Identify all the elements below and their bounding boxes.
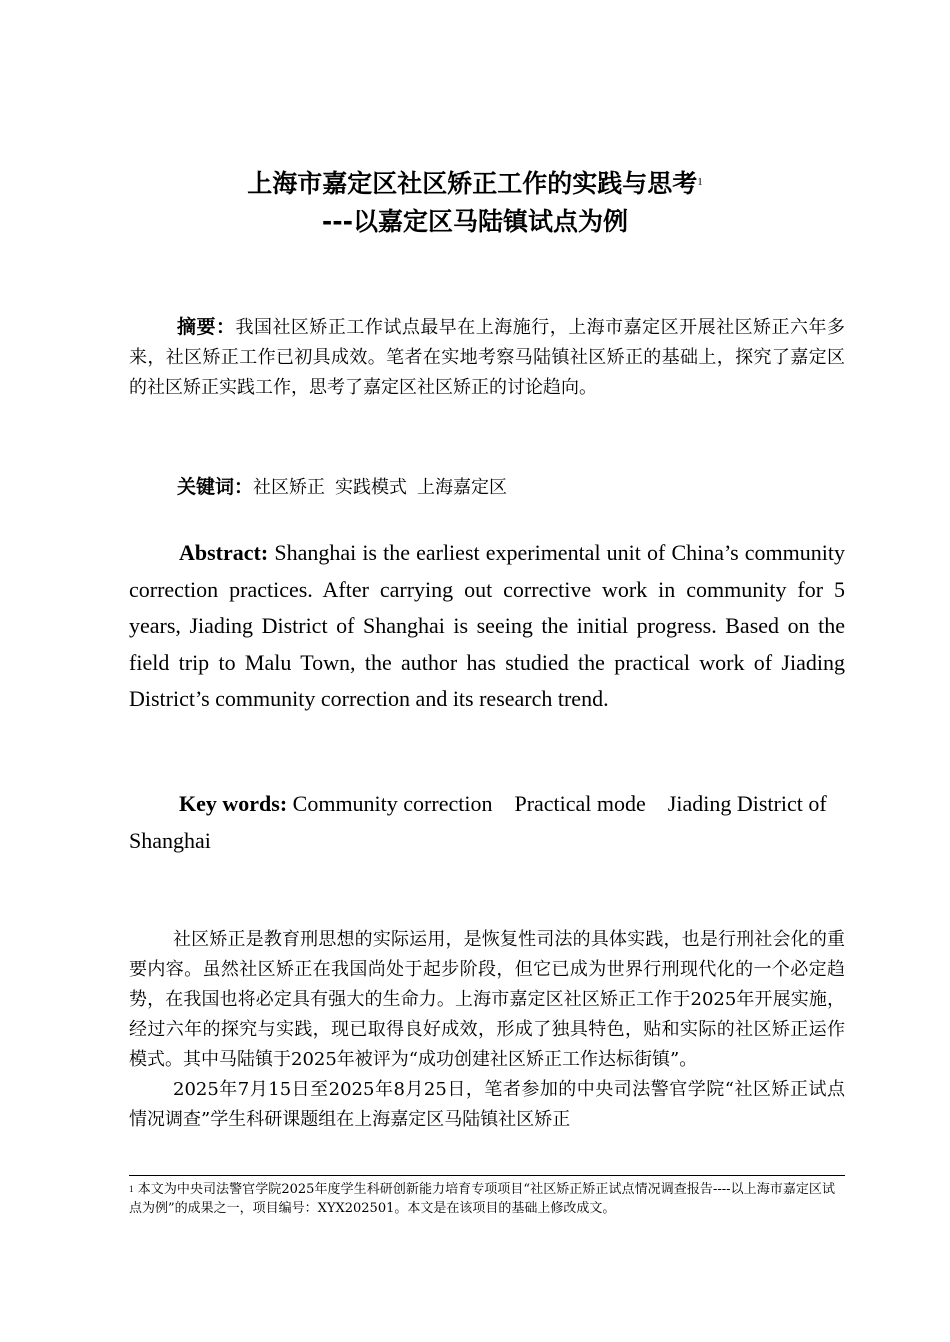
abstract-en-label: Abstract: [179, 540, 269, 565]
body-text [129, 925, 845, 1135]
keywords-cn [129, 472, 845, 503]
footnote-separator [129, 1175, 845, 1176]
abstract-cn-text: 我国社区矫正工作试点最早在上海施行，上海市嘉定区开展社区矫正六年多来，社区矫正工作已初具成效。笔者在实地考察马陆镇社区矫正的基础上，探究了嘉定区的社区矫正实践工作，思考了嘉定区社区矫正的讨论趋向。 [129, 317, 845, 398]
keywords-cn-label: 关键词： [177, 476, 254, 498]
title-line-2: ---以嘉定区马陆镇试点为例 [321, 207, 629, 236]
keyword-cn-3: 上海嘉定区 [417, 477, 508, 498]
paper-title [0, 166, 950, 202]
body-paragraph-2: 2025年7月15日至2025年8月25日，笔者参加的中央司法警官学院“社区矫正试点情况调查”学生科研课题组在上海嘉定区马陆镇社区矫正 [129, 1079, 845, 1130]
keyword-en-3: Jiading District of Shanghai [129, 791, 827, 853]
abstract-en [129, 535, 845, 718]
abstract-cn [129, 312, 845, 403]
abstract-en-text: Shanghai is the earliest experimental unit of China’s community correction practices. After carrying out corrective work in community for 5 years, Jiading District of Shanghai is seeing the initial progress. Based on the field trip to Malu Town, the author has studied the practical work of Jiading District’s community correction and its research trend. [129, 540, 846, 712]
footnote [129, 1180, 835, 1218]
keywords-en [129, 786, 845, 859]
footnote-mark: 1 [129, 1184, 134, 1194]
title-footnote-mark: 1 [697, 176, 703, 188]
keyword-en-1: Community correction [292, 791, 493, 816]
body-paragraph-1: 社区矫正是教育刑思想的实际运用，是恢复性司法的具体实践，也是行刑社会化的重要内容。虽然社区矫正在我国尚处于起步阶段，但它已成为世界行刑现代化的一个必定趋势，在我国也将必定具有强大的生命力。上海市嘉定区社区矫正工作于2025年开展实施，经过六年的探究与实践，现已取得良好成效，形成了独具特色，贴和实际的社区矫正运作模式。其中马陆镇于2025年被评为“成功创建社区矫正工作达标街镇”。 [129, 929, 845, 1070]
footnote-text: 本文为中央司法警官学院2025年度学生科研创新能力培育专项项目“社区矫正矫正试点情况调查报告----以上海市嘉定区试点为例”的成果之一，项目编号：XYX202501。本文是在该项目的基础上修改成文。 [129, 1182, 835, 1216]
abstract-cn-label: 摘要： [177, 316, 236, 338]
keyword-cn-1: 社区矫正 [253, 477, 326, 498]
paper-subtitle [0, 204, 950, 240]
keyword-en-2: Practical mode [514, 791, 646, 816]
keywords-en-label: Key words: [179, 791, 288, 816]
keyword-cn-2: 实践模式 [335, 477, 408, 498]
title-line-1: 上海市嘉定区社区矫正工作的实践与思考 [247, 169, 698, 198]
